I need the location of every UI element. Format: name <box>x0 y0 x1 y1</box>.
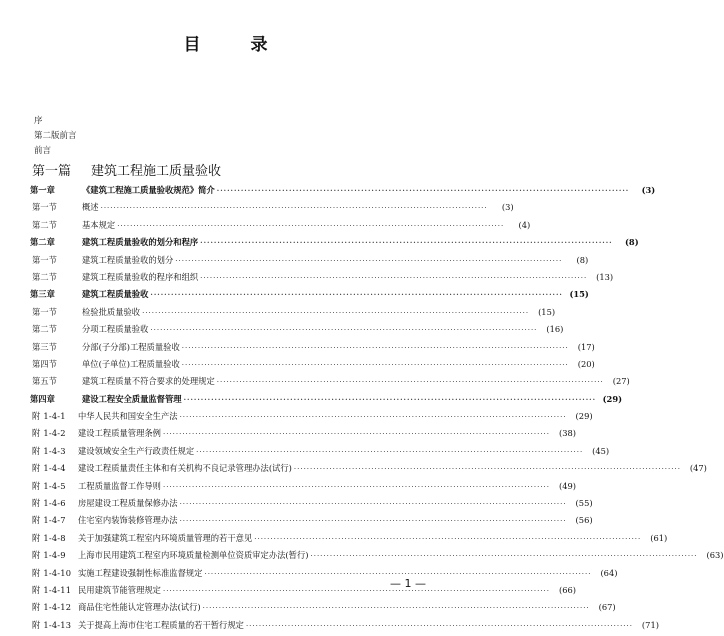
dot-leader: ························································································································ <box>200 273 588 282</box>
toc-entry-title: 分部(子分部)工程质量验收 <box>82 341 180 352</box>
toc-entry-title: 中华人民共和国安全生产法 <box>78 411 178 422</box>
toc-entry-page: (38) <box>558 428 576 439</box>
toc-entry-number: 附 1-4-1 <box>32 411 66 422</box>
toc-entry-title: 关于提高上海市住宅工程质量的若干暂行规定 <box>78 619 244 630</box>
front-matter-second-edition-foreword[interactable]: 第二版前言 <box>34 131 77 141</box>
dot-leader: ························································································································ <box>162 586 550 595</box>
toc-list <box>30 184 724 636</box>
toc-entry-title: 建设工程质量管理条例 <box>78 428 161 439</box>
toc-entry-section[interactable] <box>30 323 564 340</box>
dot-leader: ························································································································ <box>162 430 550 439</box>
toc-entry-number: 第一节 <box>32 254 57 265</box>
toc-entry-title: 单位(子单位)工程质量验收 <box>82 358 180 369</box>
toc-entry-title: 基本规定 <box>82 219 116 230</box>
toc-entry-number: 第三章 <box>30 289 55 300</box>
toc-entry-title: 建筑工程质量验收的划分 <box>82 254 174 265</box>
toc-entry-title: 概述 <box>82 202 99 213</box>
toc-entry-number: 第二节 <box>32 219 57 230</box>
dot-leader: ························································································································ <box>245 621 633 630</box>
toc-entry-chapter[interactable] <box>30 184 656 201</box>
toc-entry-page: (45) <box>592 445 610 456</box>
toc-entry-appendix[interactable] <box>30 480 576 497</box>
toc-entry-section[interactable] <box>30 254 589 271</box>
toc-entry-appendix[interactable] <box>30 549 724 566</box>
dot-leader: ························································································································ <box>175 256 563 265</box>
toc-entry-number: 附 1-4-6 <box>32 498 66 509</box>
dot-leader: ························································································································ <box>162 482 550 491</box>
toc-entry-page: (56) <box>575 515 593 526</box>
toc-entry-page: (17) <box>577 341 595 352</box>
toc-entry-number: 附 1-4-11 <box>32 584 72 595</box>
toc-entry-section[interactable] <box>30 375 630 392</box>
toc-entry-appendix[interactable] <box>30 601 616 618</box>
toc-entry-appendix[interactable] <box>30 497 593 514</box>
toc-entry-page: (29) <box>575 411 593 422</box>
toc-entry-number: 附 1-4-3 <box>32 445 66 456</box>
dot-leader: ························································································································ <box>216 378 604 387</box>
toc-entry-chapter[interactable] <box>30 236 639 253</box>
toc-entry-number: 附 1-4-7 <box>32 515 66 526</box>
dot-leader: ························································································································ <box>181 360 569 369</box>
dot-leader: ························································································································ <box>150 326 538 335</box>
toc-entry-title: 分项工程质量验收 <box>82 324 149 335</box>
dot-leader: ························································································································ <box>310 552 698 561</box>
dot-leader: ························································································································ <box>204 569 592 578</box>
toc-entry-page: (71) <box>641 619 659 630</box>
toc-entry-number: 附 1-4-8 <box>32 532 66 543</box>
toc-entry-title: 上海市民用建筑工程室内环境质量检测单位资质审定办法(暂行) <box>78 550 309 561</box>
toc-entry-appendix[interactable] <box>30 514 593 531</box>
part-heading[interactable] <box>32 160 221 179</box>
toc-entry-title: 《建筑工程施工质量验收规范》简介 <box>82 185 215 195</box>
toc-entry-number: 第五节 <box>32 376 57 387</box>
dot-leader: ························································································································ <box>142 308 530 317</box>
dot-leader: ························································································································ <box>293 465 681 474</box>
toc-entry-number: 附 1-4-9 <box>32 550 66 561</box>
toc-entry-number: 第二章 <box>30 237 55 248</box>
toc-entry-section[interactable] <box>30 219 531 236</box>
toc-entry-page: (67) <box>598 602 616 613</box>
dot-leader: ························································································································ <box>117 221 505 230</box>
dot-leader: ························································································································ <box>200 238 613 248</box>
toc-entry-section[interactable] <box>30 358 595 375</box>
toc-entry-section[interactable] <box>30 341 595 358</box>
dot-leader: ························································································································ <box>179 500 567 509</box>
toc-entry-title: 商品住宅性能认定管理办法(试行) <box>78 602 201 613</box>
toc-entry-title: 实施工程建设强制性标准监督规定 <box>78 567 203 578</box>
front-matter-foreword[interactable]: 前言 <box>34 146 52 156</box>
toc-entry-title: 建筑工程质量验收的程序和组织 <box>82 271 199 282</box>
toc-entry-title: 建筑工程质量验收的划分和程序 <box>82 237 199 248</box>
dot-leader: ························································································································ <box>183 394 597 404</box>
toc-entry-page: (27) <box>612 376 630 387</box>
toc-entry-appendix[interactable] <box>30 445 610 462</box>
toc-entry-page: (49) <box>558 480 576 491</box>
toc-entry-title: 检验批质量验收 <box>82 306 141 317</box>
toc-entry-appendix[interactable] <box>30 567 618 584</box>
toc-entry-page: (64) <box>600 567 618 578</box>
toc-entry-page: (47) <box>689 463 707 474</box>
toc-entry-title: 房屋建设工程质量保修办法 <box>78 498 178 509</box>
toc-entry-appendix[interactable] <box>30 532 668 549</box>
toc-entry-page: (20) <box>577 358 595 369</box>
toc-entry-number: 附 1-4-4 <box>32 463 66 474</box>
toc-entry-title: 住宅室内装饰装修管理办法 <box>78 515 178 526</box>
toc-entry-chapter[interactable] <box>30 288 589 305</box>
dot-leader: ························································································································ <box>202 604 590 613</box>
toc-entry-number: 第四章 <box>30 393 55 404</box>
toc-entry-number: 第一节 <box>32 306 57 317</box>
toc-entry-section[interactable] <box>30 271 614 288</box>
toc-entry-page: (13) <box>596 271 614 282</box>
toc-entry-page: (4) <box>518 219 531 230</box>
toc-entry-title: 建筑工程质量不符合要求的处理规定 <box>82 376 215 387</box>
toc-entry-title: 建设领域安全生产行政责任规定 <box>78 445 195 456</box>
toc-entry-page: (15) <box>538 306 556 317</box>
dot-leader: ························································································································ <box>254 534 642 543</box>
dot-leader: ························································································································ <box>150 290 563 300</box>
toc-entry-number: 第一节 <box>32 202 57 213</box>
toc-entry-section[interactable] <box>30 201 514 218</box>
toc-entry-appendix[interactable] <box>30 462 707 479</box>
toc-entry-page: (66) <box>558 584 576 595</box>
toc-entry-page: (29) <box>602 393 623 404</box>
toc-entry-number: 第二节 <box>32 271 57 282</box>
toc-entry-number: 第三节 <box>32 341 57 352</box>
toc-entry-page: (8) <box>576 254 589 265</box>
toc-entry-number: 第四节 <box>32 358 57 369</box>
toc-entry-chapter[interactable] <box>30 393 623 410</box>
toc-entry-page: (63) <box>706 550 724 561</box>
toc-entry-appendix[interactable] <box>30 427 576 444</box>
toc-entry-title: 关于加强建筑工程室内环境质量管理的若干意见 <box>78 532 253 543</box>
front-matter-preface[interactable]: 序 <box>34 116 43 126</box>
toc-entry-title: 建设工程安全质量监督管理 <box>82 393 182 404</box>
toc-entry-section[interactable] <box>30 306 556 323</box>
dot-leader: ························································································································ <box>100 204 488 213</box>
toc-entry-page: (15) <box>569 289 589 300</box>
toc-entry-appendix[interactable] <box>30 584 576 601</box>
toc-entry-title: 民用建筑节能管理规定 <box>78 584 161 595</box>
toc-entry-number: 附 1-4-10 <box>32 567 72 578</box>
toc-entry-number: 第二节 <box>32 324 57 335</box>
toc-entry-page: (55) <box>575 498 593 509</box>
toc-entry-title: 工程质量监督工作导则 <box>78 480 161 491</box>
dot-leader: ························································································································ <box>181 343 569 352</box>
toc-entry-number: 附 1-4-12 <box>32 602 72 613</box>
toc-entry-page: (61) <box>650 532 668 543</box>
page-number: — 1 — <box>390 577 426 590</box>
toc-entry-page: (8) <box>625 237 639 248</box>
page-title: 目 录 <box>183 35 290 55</box>
toc-entry-number: 附 1-4-2 <box>32 428 66 439</box>
toc-entry-appendix[interactable] <box>30 410 593 427</box>
toc-entry-number: 附 1-4-5 <box>32 480 66 491</box>
toc-entry-appendix[interactable] <box>30 619 659 636</box>
dot-leader: ························································································································ <box>179 517 567 526</box>
part-number: 第一篇 <box>32 164 72 179</box>
toc-entry-number: 第一章 <box>30 185 55 195</box>
dot-leader: ························································································································ <box>179 413 567 422</box>
dot-leader: ························································································································ <box>196 447 584 456</box>
toc-entry-title: 建设工程质量责任主体和有关机构不良记录管理办法(试行) <box>78 463 292 474</box>
toc-entry-title: 建筑工程质量验收 <box>82 289 149 300</box>
toc-entry-page: (3) <box>641 185 656 195</box>
toc-entry-page: (3) <box>501 202 514 213</box>
toc-entry-number: 附 1-4-13 <box>32 619 72 630</box>
toc-entry-page: (16) <box>546 324 564 335</box>
dot-leader: ························································································································ <box>216 186 630 195</box>
part-title: 建筑工程施工质量验收 <box>91 164 222 179</box>
